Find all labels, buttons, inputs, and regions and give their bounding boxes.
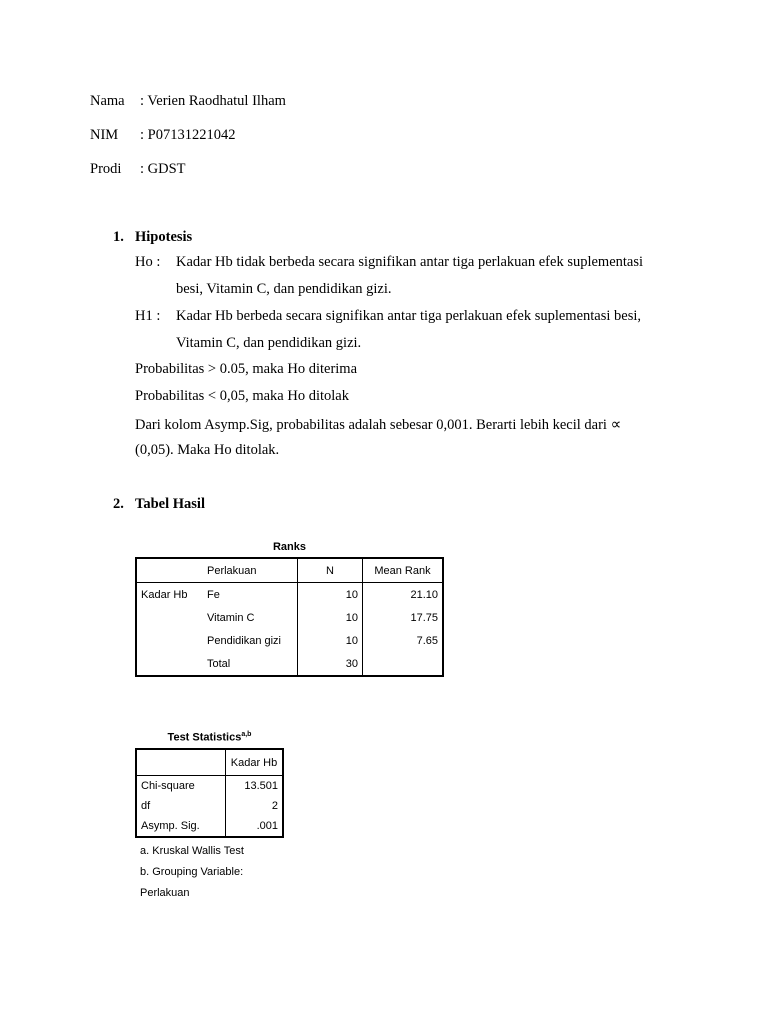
conclusion-line1 (135, 415, 621, 434)
ranks-row-n: 10 (298, 606, 363, 629)
footnote-b: b. Grouping Variable: (140, 866, 244, 878)
test-stats-header-row (136, 749, 283, 776)
ranks-table (135, 557, 444, 677)
ho-row (135, 249, 678, 276)
section1-heading (113, 229, 192, 246)
nim-value: : P07131221042 (140, 127, 236, 143)
ho-line2: besi, Vitamin C, dan pendidikan gizi. (176, 281, 392, 297)
alpha-symbol: ∝ (610, 415, 622, 433)
test-stats-title-text: Test Statistics (167, 731, 242, 744)
ranks-row-mean-rank: 21.10 (410, 588, 438, 601)
prob-accept: Probabilitas > 0.05, maka Ho diterima (135, 361, 358, 377)
test-stats-row-label: Asymp. Sig. (136, 816, 226, 837)
ranks-row-mean-rank: 7.65 (416, 634, 438, 647)
ranks-row-n: 10 (298, 583, 363, 607)
hypothesis-block (135, 249, 678, 357)
ranks-row-mean-rank (363, 652, 444, 676)
conclusion-text: Dari kolom Asymp.Sig, probabilitas adalah sebesar 0,001. Berarti lebih kecil dari (135, 417, 607, 433)
prodi-label: Prodi (90, 161, 122, 177)
identity-nim (90, 127, 235, 144)
ranks-group-label: Kadar Hb (141, 588, 188, 601)
ranks-header-row (136, 558, 443, 583)
test-stats-row-value: 13.501 (244, 780, 278, 792)
section2-number: 2. (113, 496, 124, 512)
test-stats-row-value: .001 (256, 820, 278, 832)
ranks-row-name: Vitamin C (203, 606, 298, 629)
prob-reject: Probabilitas < 0,05, maka Ho ditolak (135, 388, 349, 404)
table-row (136, 816, 283, 837)
footnote-a: a. Kruskal Wallis Test (140, 845, 244, 857)
ranks-header-blank (136, 558, 203, 583)
conclusion-line2: (0,05). Maka Ho ditolak. (135, 442, 280, 458)
h1-key: H1 : (135, 308, 161, 324)
table-row (136, 796, 283, 816)
ranks-row-name: Fe (203, 583, 298, 607)
test-stats-table (135, 748, 284, 838)
table-row (136, 652, 443, 676)
test-stats-header-kadar-hb: Kadar Hb (226, 749, 284, 776)
h1-row (135, 303, 678, 330)
ranks-row-n: 10 (298, 629, 363, 652)
footnote-b-cont: Perlakuan (140, 887, 190, 899)
identity-nama (90, 93, 286, 110)
ranks-header-perlakuan: Perlakuan (203, 558, 298, 583)
section1-title: Hipotesis (135, 229, 193, 245)
section1-number: 1. (113, 229, 124, 245)
test-stats-row-label: Chi-square (136, 776, 226, 797)
nama-value: : Verien Raodhatul Ilham (140, 93, 286, 109)
table-row (136, 776, 283, 797)
h1-line1: Kadar Hb berbeda secara signifikan antar tiga perlakuan efek suplementasi besi, (176, 308, 642, 324)
test-stats-row-label: df (136, 796, 226, 816)
table-row (136, 606, 443, 629)
ho-key: Ho : (135, 254, 161, 270)
prodi-value: : GDST (140, 161, 186, 177)
ranks-header-n: N (298, 558, 363, 583)
identity-prodi (90, 161, 186, 178)
ranks-row-n: 30 (298, 652, 363, 676)
nim-label: NIM (90, 127, 119, 143)
ranks-header-mean-rank: Mean Rank (363, 558, 444, 583)
test-stats-row-value: 2 (271, 800, 278, 812)
section2-title: Tabel Hasil (135, 496, 205, 512)
ranks-row-name: Total (203, 652, 298, 676)
ranks-row-name: Pendidikan gizi (203, 629, 298, 652)
test-stats-title (135, 731, 284, 744)
table-row (136, 629, 443, 652)
ranks-title: Ranks (272, 541, 307, 553)
h1-line2: Vitamin C, dan pendidikan gizi. (176, 335, 362, 351)
nama-label: Nama (90, 93, 125, 109)
ranks-row-mean-rank: 17.75 (410, 611, 438, 624)
section2-heading (113, 496, 205, 513)
ho-line1: Kadar Hb tidak berbeda secara signifikan antar tiga perlakuan efek suplementasi (176, 254, 644, 270)
test-stats-title-sup: a,b (241, 731, 252, 738)
table-row (136, 583, 443, 607)
